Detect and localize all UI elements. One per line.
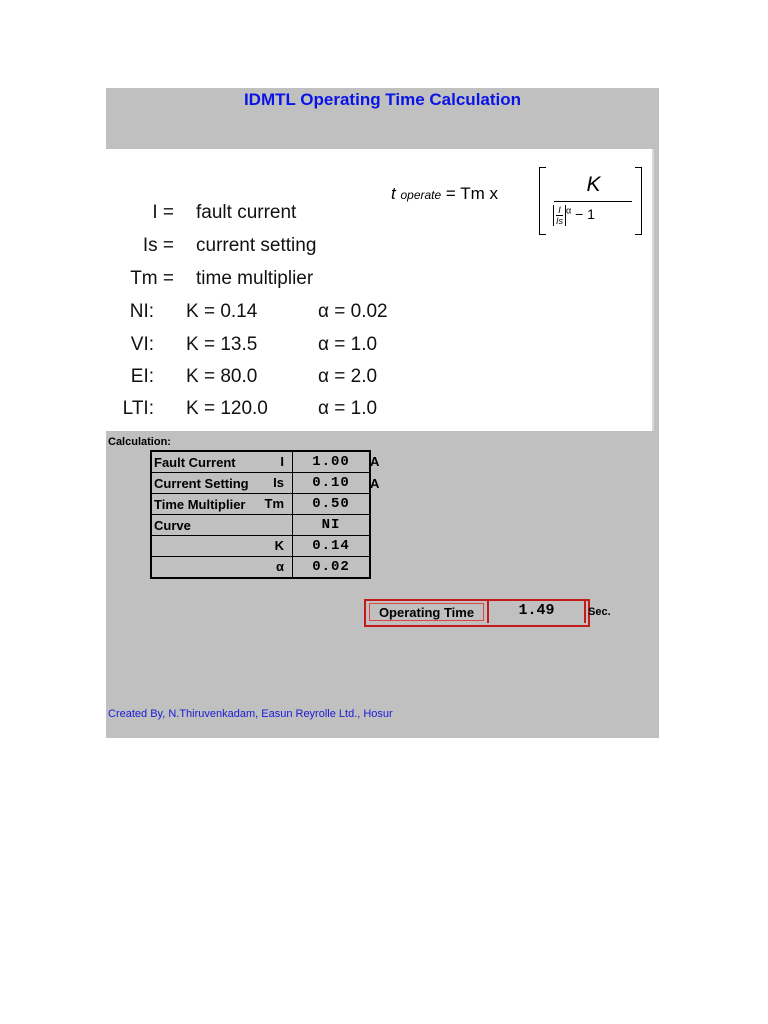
label-symbol: Tm xyxy=(264,496,284,511)
formula-numerator: K xyxy=(586,173,601,196)
ratio-bottom: Is xyxy=(556,216,564,226)
curve-name: LTI: xyxy=(122,398,154,419)
label-symbol: Is xyxy=(273,475,284,490)
operating-time-value: 1.49 xyxy=(487,599,586,623)
curve-k: K = 80.0 xyxy=(186,366,258,387)
formula-lhs xyxy=(391,184,498,204)
curve-alpha: α = 1.0 xyxy=(318,334,378,355)
curve-name: VI: xyxy=(130,334,154,355)
formula-subscript: operate xyxy=(400,188,442,202)
calculation-label: Calculation: xyxy=(108,436,171,448)
definition-symbol: Tm = xyxy=(130,268,174,289)
curve-alpha: α = 2.0 xyxy=(318,366,378,387)
ratio-top: I xyxy=(556,205,563,216)
curve-k: K = 13.5 xyxy=(186,334,258,355)
operating-time-unit: Sec. xyxy=(588,606,611,618)
table-row xyxy=(151,515,370,536)
operating-time-formula xyxy=(391,165,641,225)
spreadsheet-area xyxy=(106,88,659,738)
sheet-title: IDMTL Operating Time Calculation xyxy=(243,90,522,109)
label-text: Time Multiplier xyxy=(154,496,246,512)
operating-time-box xyxy=(364,599,590,627)
table-row xyxy=(151,536,370,557)
fault-current-unit: A xyxy=(370,454,380,469)
curve-alpha: α = 1.0 xyxy=(318,398,378,419)
formula-denominator xyxy=(553,205,637,226)
formula-rest: = Tm x xyxy=(445,184,499,203)
time-multiplier-cell[interactable]: 0.50 xyxy=(293,494,371,515)
definition-desc: time multiplier xyxy=(196,268,314,289)
label-text: Current Setting xyxy=(154,475,249,491)
ratio-fraction xyxy=(553,205,566,226)
formula-t: t xyxy=(391,184,396,203)
current-setting-unit: A xyxy=(370,476,380,491)
curve-k: K = 120.0 xyxy=(186,398,268,419)
row-label xyxy=(151,515,293,536)
formula-panel xyxy=(106,149,654,431)
label-symbol: I xyxy=(280,454,284,469)
row-label xyxy=(151,536,293,557)
right-bracket xyxy=(635,167,642,235)
exponent: α xyxy=(566,205,572,216)
table-row xyxy=(151,494,370,515)
definition-symbol: I = xyxy=(152,202,174,223)
row-label xyxy=(151,473,293,494)
table-row xyxy=(151,557,370,579)
curve-name: EI: xyxy=(130,366,154,387)
definition-desc: fault current xyxy=(196,202,297,223)
fraction-bar xyxy=(554,201,632,202)
row-label xyxy=(151,557,293,579)
definition-symbol: Is = xyxy=(142,235,174,256)
fault-current-cell[interactable]: 1.00 xyxy=(293,451,371,473)
table-row xyxy=(151,473,370,494)
row-label xyxy=(151,451,293,473)
operating-time-label: Operating Time xyxy=(369,603,484,621)
table-row xyxy=(151,451,370,473)
row-label xyxy=(151,494,293,515)
curve-k: K = 0.14 xyxy=(186,301,258,322)
curve-name: NI: xyxy=(129,301,154,322)
definition-desc: current setting xyxy=(196,235,317,256)
curve-cell[interactable]: NI xyxy=(293,515,371,536)
label-symbol: α xyxy=(276,559,284,574)
minus-one: − 1 xyxy=(571,206,595,223)
left-bracket xyxy=(539,167,546,235)
current-setting-cell[interactable]: 0.10 xyxy=(293,473,371,494)
alpha-cell: 0.02 xyxy=(293,557,371,579)
curve-alpha: α = 0.02 xyxy=(318,301,388,322)
label-text: Fault Current xyxy=(154,454,236,470)
k-cell: 0.14 xyxy=(293,536,371,557)
calculation-table xyxy=(150,450,371,579)
credit-text: Created By, N.Thiruvenkadam, Easun Reyrolle Ltd., Hosur xyxy=(108,708,393,720)
label-symbol: K xyxy=(274,538,284,553)
label-text: Curve xyxy=(154,517,191,533)
